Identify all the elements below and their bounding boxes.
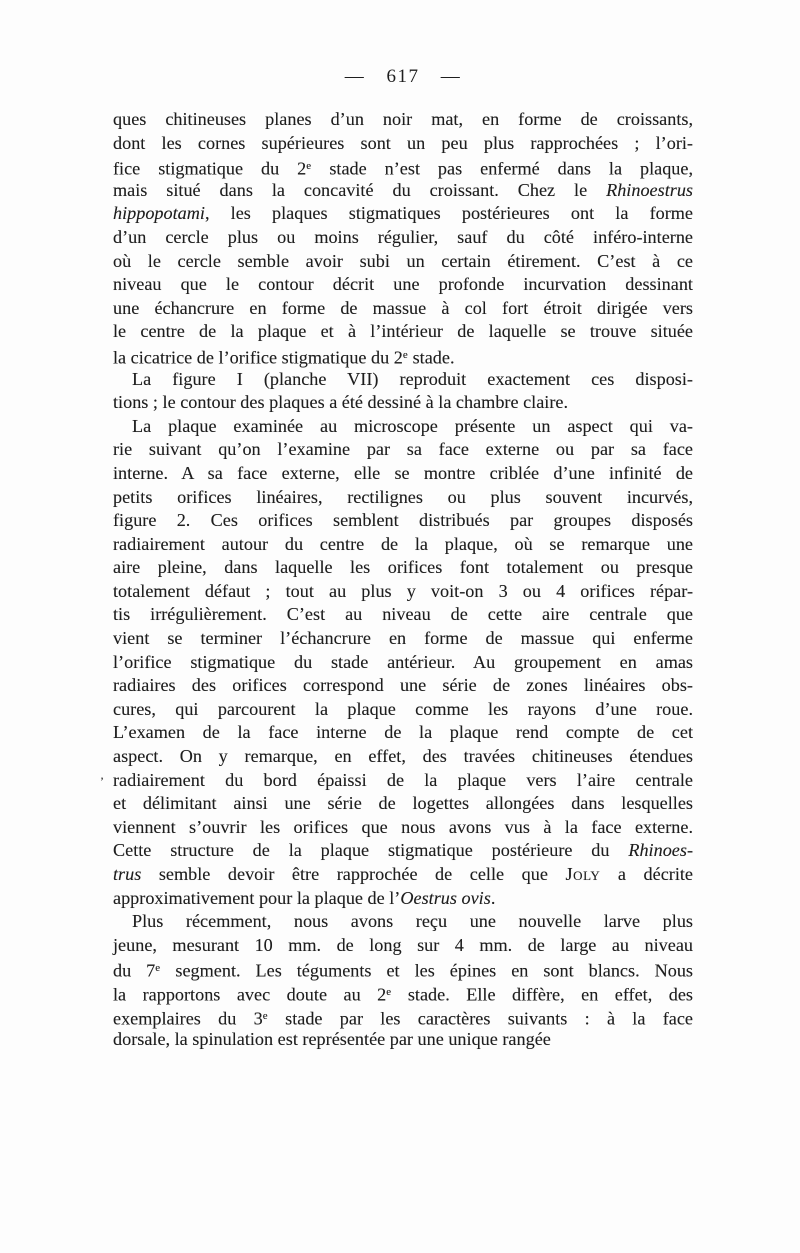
text-line bbox=[113, 981, 693, 1005]
text-line bbox=[113, 863, 693, 887]
text-line bbox=[113, 721, 693, 745]
italic-species-name: trus bbox=[113, 864, 142, 884]
text-line bbox=[113, 910, 693, 934]
text-segment: niveau que le contour décrit une profonde incurvation dessinant bbox=[113, 274, 693, 295]
text-segment: ques chitineuses planes d’un noir mat, en forme de croissants, bbox=[113, 109, 693, 129]
text-line bbox=[113, 698, 693, 722]
text-segment: le centre de la plaque et à l’intérieur de laquelle se trouve située bbox=[113, 321, 693, 342]
text-line bbox=[113, 957, 693, 981]
text-segment: une échancrure en forme de massue à col fort étroit dirigée vers bbox=[113, 297, 693, 318]
text-segment: segment. Les téguments et les épines en sont blancs. Nous bbox=[160, 960, 693, 981]
ordinal-superscript: e bbox=[402, 348, 409, 361]
text-line bbox=[100, 769, 693, 793]
text-line bbox=[113, 1028, 693, 1052]
text-line bbox=[113, 391, 693, 415]
text-segment: dont les cornes supérieures sont un peu plus rapprochées ; l’ori- bbox=[113, 132, 693, 153]
text-segment: radiaires des orifices correspond une série de zones linéaires obs- bbox=[113, 675, 693, 696]
smallcaps-author-name: Joly bbox=[565, 864, 601, 884]
text-segment: l’orifice stigmatique du stade antérieur. Au groupement en amas bbox=[113, 651, 693, 672]
text-segment: d’un cercle plus ou moins régulier, sauf du côté inféro-interne bbox=[113, 226, 693, 247]
text-line bbox=[113, 202, 693, 226]
text-line bbox=[113, 415, 693, 439]
text-line bbox=[113, 155, 693, 179]
text-line bbox=[113, 226, 693, 250]
text-segment: la rapportons avec doute au 2 bbox=[113, 984, 387, 1005]
text-segment: aire pleine, dans laquelle les orifices font totalement ou presque bbox=[113, 557, 693, 578]
text-line bbox=[113, 792, 693, 816]
text-segment: viennent s’ouvrir les orifices que nous avons vus à la face externe. bbox=[113, 816, 693, 837]
text-segment: exemplaires du 3 bbox=[113, 1008, 263, 1029]
text-line bbox=[113, 179, 693, 203]
text-line bbox=[113, 533, 693, 557]
text-line bbox=[113, 627, 693, 651]
text-line bbox=[113, 1005, 693, 1029]
text-segment: radiairement du bord épaissi de la plaque vers l’aire centrale bbox=[113, 769, 693, 790]
text-segment: figure 2. Ces orifices semblent distribués par groupes disposés bbox=[113, 510, 693, 531]
text-segment: cures, qui parcourent la plaque comme les rayons d’une roue. bbox=[113, 698, 693, 719]
text-line bbox=[113, 603, 693, 627]
text-line bbox=[113, 934, 693, 958]
text-segment: La plaque examinée au microscope présente un aspect qui va- bbox=[132, 415, 693, 436]
text-segment: Plus récemment, nous avons reçu une nouvelle larve plus bbox=[132, 911, 693, 932]
text-segment: et délimitant ainsi une série de logettes allongées dans lesquelles bbox=[113, 793, 693, 814]
text-segment: totalement défaut ; tout au plus y voit-on 3 ou 4 orifices répar- bbox=[113, 580, 693, 601]
text-segment: , les plaques stigmatiques postérieures ont la forme bbox=[204, 203, 693, 224]
text-segment: tis irrégulièrement. C’est au niveau de cette aire centrale que bbox=[113, 604, 693, 625]
text-line bbox=[113, 250, 693, 274]
text-segment: la cicatrice de l’orifice stigmatique du 2 bbox=[113, 347, 403, 368]
text-block bbox=[100, 108, 694, 1052]
ordinal-superscript: e bbox=[155, 962, 161, 975]
text-segment: stade n’est pas enfermé dans la plaque, bbox=[311, 158, 694, 179]
text-line bbox=[113, 486, 693, 510]
italic-species-name: hippopotami bbox=[113, 203, 205, 224]
italic-species-name: Rhinoes- bbox=[628, 840, 693, 861]
ordinal-superscript: e bbox=[306, 160, 312, 173]
text-line bbox=[113, 509, 693, 533]
text-line bbox=[113, 745, 693, 769]
text-segment: mais situé dans la concavité du croissant. Chez le bbox=[113, 179, 607, 200]
italic-species-name: Oestrus ovis bbox=[400, 887, 491, 908]
text-segment: où le cercle semble avoir subi un certain étirement. C’est à ce bbox=[113, 250, 693, 271]
text-segment: La figure I (planche VII) reproduit exactement ces disposi- bbox=[132, 368, 693, 389]
text-line bbox=[113, 273, 693, 297]
text-segment: radiairement autour du centre de la plaque, où se remarque une bbox=[113, 533, 693, 554]
text-segment: jeune, mesurant 10 mm. de long sur 4 mm. de large au niveau bbox=[113, 934, 693, 955]
text-segment: L’examen de la face interne de la plaque rend compte de cet bbox=[113, 722, 693, 743]
page-number-header: — 617 — bbox=[344, 66, 462, 87]
text-segment: Cette structure de la plaque stigmatique postérieure du bbox=[113, 840, 629, 861]
text-line bbox=[113, 651, 693, 675]
text-line bbox=[113, 839, 693, 863]
text-line bbox=[113, 320, 693, 344]
text-line bbox=[113, 887, 693, 911]
text-segment: dorsale, la spinulation est représentée par une unique rangée bbox=[113, 1029, 551, 1050]
text-segment: stade. bbox=[408, 347, 455, 368]
text-segment: semble devoir être rapprochée de celle que bbox=[141, 864, 566, 884]
italic-species-name: Rhinoestrus bbox=[606, 179, 693, 200]
ordinal-superscript: e bbox=[386, 985, 392, 998]
text-segment: a décrite bbox=[600, 864, 693, 884]
text-segment: aspect. On y remarque, en effet, des travées chitineuses étendues bbox=[113, 746, 693, 767]
text-segment: stade. Elle diffère, en effet, des bbox=[391, 984, 693, 1005]
text-line bbox=[113, 816, 693, 840]
text-segment: stade par les caractères suivants : à la face bbox=[267, 1008, 693, 1029]
text-line bbox=[113, 108, 693, 132]
text-segment: approximativement pour la plaque de l’ bbox=[113, 887, 401, 908]
text-line bbox=[113, 580, 693, 604]
ink-speck: ’ bbox=[100, 773, 104, 788]
ordinal-superscript: e bbox=[262, 1009, 268, 1022]
text-segment: . bbox=[490, 887, 496, 908]
text-line bbox=[113, 556, 693, 580]
text-line bbox=[113, 674, 693, 698]
text-line bbox=[113, 132, 693, 156]
text-line bbox=[113, 462, 693, 486]
text-segment: fice stigmatique du 2 bbox=[113, 158, 307, 179]
text-segment: rie suivant qu’on l’examine par sa face externe ou par sa face bbox=[113, 439, 693, 460]
text-segment: petits orifices linéaires, rectilignes ou plus souvent incurvés, bbox=[113, 486, 693, 507]
text-line bbox=[113, 368, 693, 392]
text-line bbox=[113, 438, 693, 462]
text-line bbox=[113, 344, 693, 368]
text-segment: vient se terminer l’échancrure en forme de massue qui enferme bbox=[113, 628, 693, 649]
text-segment: du 7 bbox=[113, 960, 156, 981]
text-segment: interne. A sa face externe, elle se montre criblée d’une infinité de bbox=[113, 462, 693, 483]
text-line bbox=[113, 297, 693, 321]
text-segment: tions ; le contour des plaques a été dessiné à la chambre claire. bbox=[113, 392, 569, 413]
